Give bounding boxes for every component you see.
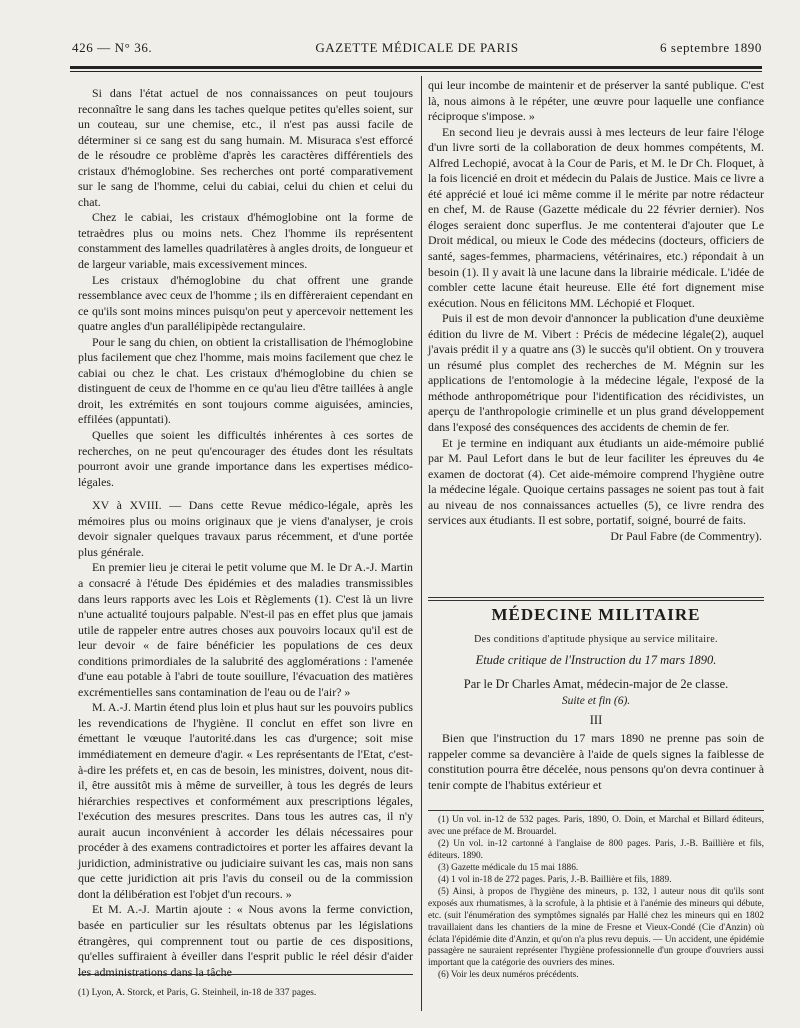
section-suite: Suite et fin (6).: [561, 695, 631, 707]
paragraph: Chez le cabiai, les cristaux d'hémoglobine ont la forme de tetraèdres plus ou moins nets. Chez l'homme ils représentent constamment des lamelles quadrilatères à angles droits, de longueur et de largeur variable, mais excessivement minces.: [78, 210, 413, 272]
footnote: (5) Ainsi, à propos de l'hygiène des mineurs, p. 132, l auteur nous dit qu'ils sont exposés aux rhumatismes, à la scrofule, à la phtisie et à l'anémie des mineurs qui débute, etc. (suit l'énumération des symptômes signalés par Hallé chez les mineurs qui en 1802 travaillaient dans les chantiers de la mine de Fresne et Vieux-Condé (Cie d'Anzin) où éclata l'épidémie dite d'Anzin, et qu'on n'a plus revu depuis. — Un accident, une épidémie passagère ne sauraient représenter l'hygiène professionnelle d'un groupe d'ouvriers aussi important que la catégorie des ouvriers des mines.: [428, 886, 764, 969]
paragraph: Les cristaux d'hémoglobine du chat offrent une grande ressemblance avec ceux de l'homme ; ils en diffèreraient cependant en ce qu'ils sont moins minces puisqu'on peut y apercevoir nettement les quatre angles d'un parallélipipède rectangulaire.: [78, 272, 413, 334]
paragraph: Et je termine en indiquant aux étudiants un aide-mémoire publié par M. Paul Lefort dans le but de leur faciliter les épreuves du 4e examen de doctorat (4). Cet aide-mémoire comprend l'hygiène outre la médecine légale. Quoique certains passages ne soient pas tout à fait au niveau de nos connaissances actuelles (5), ce livre rendra des services aux étudiants. Il est sobre, portatif, soigné, bourré de faits.: [428, 435, 764, 528]
section-rule-thin: [428, 600, 764, 601]
section-body: [428, 731, 764, 793]
paragraph: M. A.-J. Martin étend plus loin et plus haut sur les pouvoirs publics les revendications de l'hygiène. Il conclut en effet son livre en émettant le vœuque l'autorité.dans les cas d'urgence; soit mise immédiatement en demeure d'agir. « Les représentants de l'Etat, c'est-à-dire les préfets et, en cas de besoin, les ministres, doivent, nous dit-il, être aussitôt mis à même de surveiller, à tous les degrés de leurs hiérarchies respectives et conformément aux prescriptions légales, l'exécution des mesures prescrites. Dans tous les autres cas, il n'y aurait aucun inconvénient à accorder les délais nécessaires pour procéder à des examens contradictoires et porter les affaires devant la juridiction, administrative ou judiciaire suivant les cas, mais non sans que cette juridiction ait pris l'avis du conseil ou de la commission dont la délibération est l'objet d'un recours. »: [78, 700, 413, 901]
paragraph: En premier lieu je citerai le petit volume que M. le Dr A.-J. Martin a consacré à l'étude Des épidémies et des maladies transmissibles dans leurs rapports avec les Lois et Règlements (1). C'est là un livre n'une actualité toujours palpable. N'est-il pas en effet plus que jamais utile de rappeler entre autres choses aux pouvoirs locaux qu'il est de leur devoir « de faire bénéficier les populations de ces deux conditions primordiales de la salubrité des agglomérations : l'amenée d'une eau potable à l'abri de toute souillure, l'évacuation des matières excrémentielles sans contamination de l'eau ou de l'air? »: [78, 560, 413, 699]
section-author: Par le Dr Charles Amat, médecin-major de 2e classe.: [463, 677, 729, 691]
right-footnotes: [428, 810, 764, 982]
footnote: (4) 1 vol in-18 de 272 pages. Paris, J.-B. Baillière et fils, 1889.: [438, 874, 672, 885]
section-numeral: III: [589, 713, 603, 727]
paragraph: Bien que l'instruction du 17 mars 1890 ne prenne pas soin de rappeler comme sa devancière à l'aide de quels signes la faiblesse de constitution pourra être décelée, nous pensons qu'on devra continuer à tenir compte de l'habitus extérieur et: [428, 731, 764, 792]
section-rule: [428, 597, 764, 598]
section-etude: Etude critique de l'Instruction du 17 mars 1890.: [475, 653, 717, 667]
publication-title: GAZETTE MÉDICALE DE PARIS: [315, 40, 519, 55]
page-header: [72, 38, 762, 60]
section-subtitle: Des conditions d'aptitude physique au service militaire.: [474, 634, 718, 645]
paragraph: En second lieu je devrais aussi à mes lecteurs de leur faire l'éloge d'un livre sorti de la collaboration de deux hommes compétents, M. Alfred Lechopié, avocat à la Cour de Paris, et M. le Dr Ch. Floquet, à la fois licencié en droit et médecin du Palais de Justice. Mais ce livre a été apprécié et loué ici même comme il le mérite par notre rédacteur en chef, M. de Rause (Gazette médicale du 22 février dernier). Nos éloges seraient donc superflus. Je me contenterai d'ajouter que Le Droit médical, ou mieux le Code des médecins (docteurs, officiers de santé, sages-femmes, pharmaciens, vétérinaires, etc.) répondait à un besoin (1). Il y avait là une lacune dans la librairie médicale. L'idée de combler cette lacune était heureuse. Elle été fort dignement mise exécution. Nous en félicitons MM. Léchopié et Floquet.: [428, 124, 764, 310]
footnote: (3) Gazette médicale du 15 mai 1886.: [438, 862, 579, 873]
paragraph: Et M. A.-J. Martin ajoute : « Nous avons la ferme conviction, basée en particulier sur les résultats obtenus par les législations étrangères, qui comprennent tout ou partie de ces dispositions, qu'elles suffiraient à éveiller dans l'esprit public le réel désir d'aider les administrations dans la tâche: [78, 902, 413, 979]
paragraph: Puis il est de mon devoir d'annoncer la publication d'une deuxième édition du livre de M. Vibert : Précis de médecine légale(2), auquel j'avais prédit il y a quatre ans (3) le succès qu'il obtient. On y trouvera un résumé plus complet des recherches de M. Mégnin sur les applications de l'entomologie à la médecine légale, l'exposé de la méthode anthropométrique pour l'identification des récidivistes, un aperçu de l'anthropologie criminelle et un plus grand développement dans l'exposé des conséquences des accidents de chemin de fer.: [428, 311, 764, 435]
issue-date: 6 septembre 1890: [659, 40, 762, 55]
page-number: 426 — N° 36.: [72, 40, 153, 55]
paragraph: Quelles que soient les difficultés inhérentes à ces sortes de recherches, on ne peut qu'encourager des études dont les résultats pourront avoir une grande importance dans les expertises médico-légales.: [78, 428, 413, 489]
left-footnote: (1) Lyon, A. Storck, et Paris, G. Steinheil, in-18 de 337 pages.: [78, 974, 413, 999]
column-divider: [421, 76, 422, 1011]
left-column: [78, 86, 413, 980]
header-rule: [70, 66, 762, 69]
section-title: MÉDECINE MILITAIRE: [491, 605, 701, 624]
footnote: (6) Voir les deux numéros précédents.: [438, 970, 579, 981]
author-signature: Dr Paul Fabre (de Commentry).: [610, 528, 762, 543]
header-rule-thin: [70, 71, 762, 72]
paragraph: XV à XVIII. — Dans cette Revue médico-légale, après les mémoires plus ou moins originaux que je viens d'analyser, je crois devoir signaler quelques travaux parus récemment, et d'une portée plus générale.: [78, 498, 413, 559]
paragraph: qui leur incombe de maintenir et de préserver la santé publique. C'est là, nous aimons à le répéter, une œuvre pour laquelle une confiance réciproque s'impose. »: [428, 78, 764, 124]
paragraph: Si dans l'état actuel de nos connaissances on peut toujours reconnaître le sang dans les taches quelque petites qu'elles soient, sur un couteau, sur une chemise, etc., il n'est pas aussi facile de déterminer si ce sang est du sang humain. M. Misuraca s'est efforcé de le résoudre ce problème d'après les caractères différentiels des cristaux d'hémoglobine. Ses recherches ont porté comparativement sur le sang de l'homme, celui du cabiai, celui du chien et celui du chat.: [78, 86, 413, 209]
footnote: (1) Un vol. in-12 de 532 pages. Paris, 1890, O. Doin, et Marchal et Billard éditeurs, avec une préface de M. Brouardel.: [428, 815, 764, 837]
right-column: [428, 78, 764, 544]
footnote: (2) Un vol. in-12 cartonné à l'anglaise de 800 pages. Paris, J.-B. Baillière et fils, éditeurs. 1890.: [428, 838, 764, 861]
paragraph: Pour le sang du chien, on obtient la cristallisation de l'hémoglobine plus facilement que chez l'homme, mais moins facilement que chez le cabiai ou chez le chat. Les cristaux d'hémoglobine du chien se distinguent de ceux de l'homme en ce qu'au lieu d'être taillées à angle droit, les extrémités en sont toujours comme aiguisées, amincies, effilées (appuntati).: [78, 334, 413, 427]
